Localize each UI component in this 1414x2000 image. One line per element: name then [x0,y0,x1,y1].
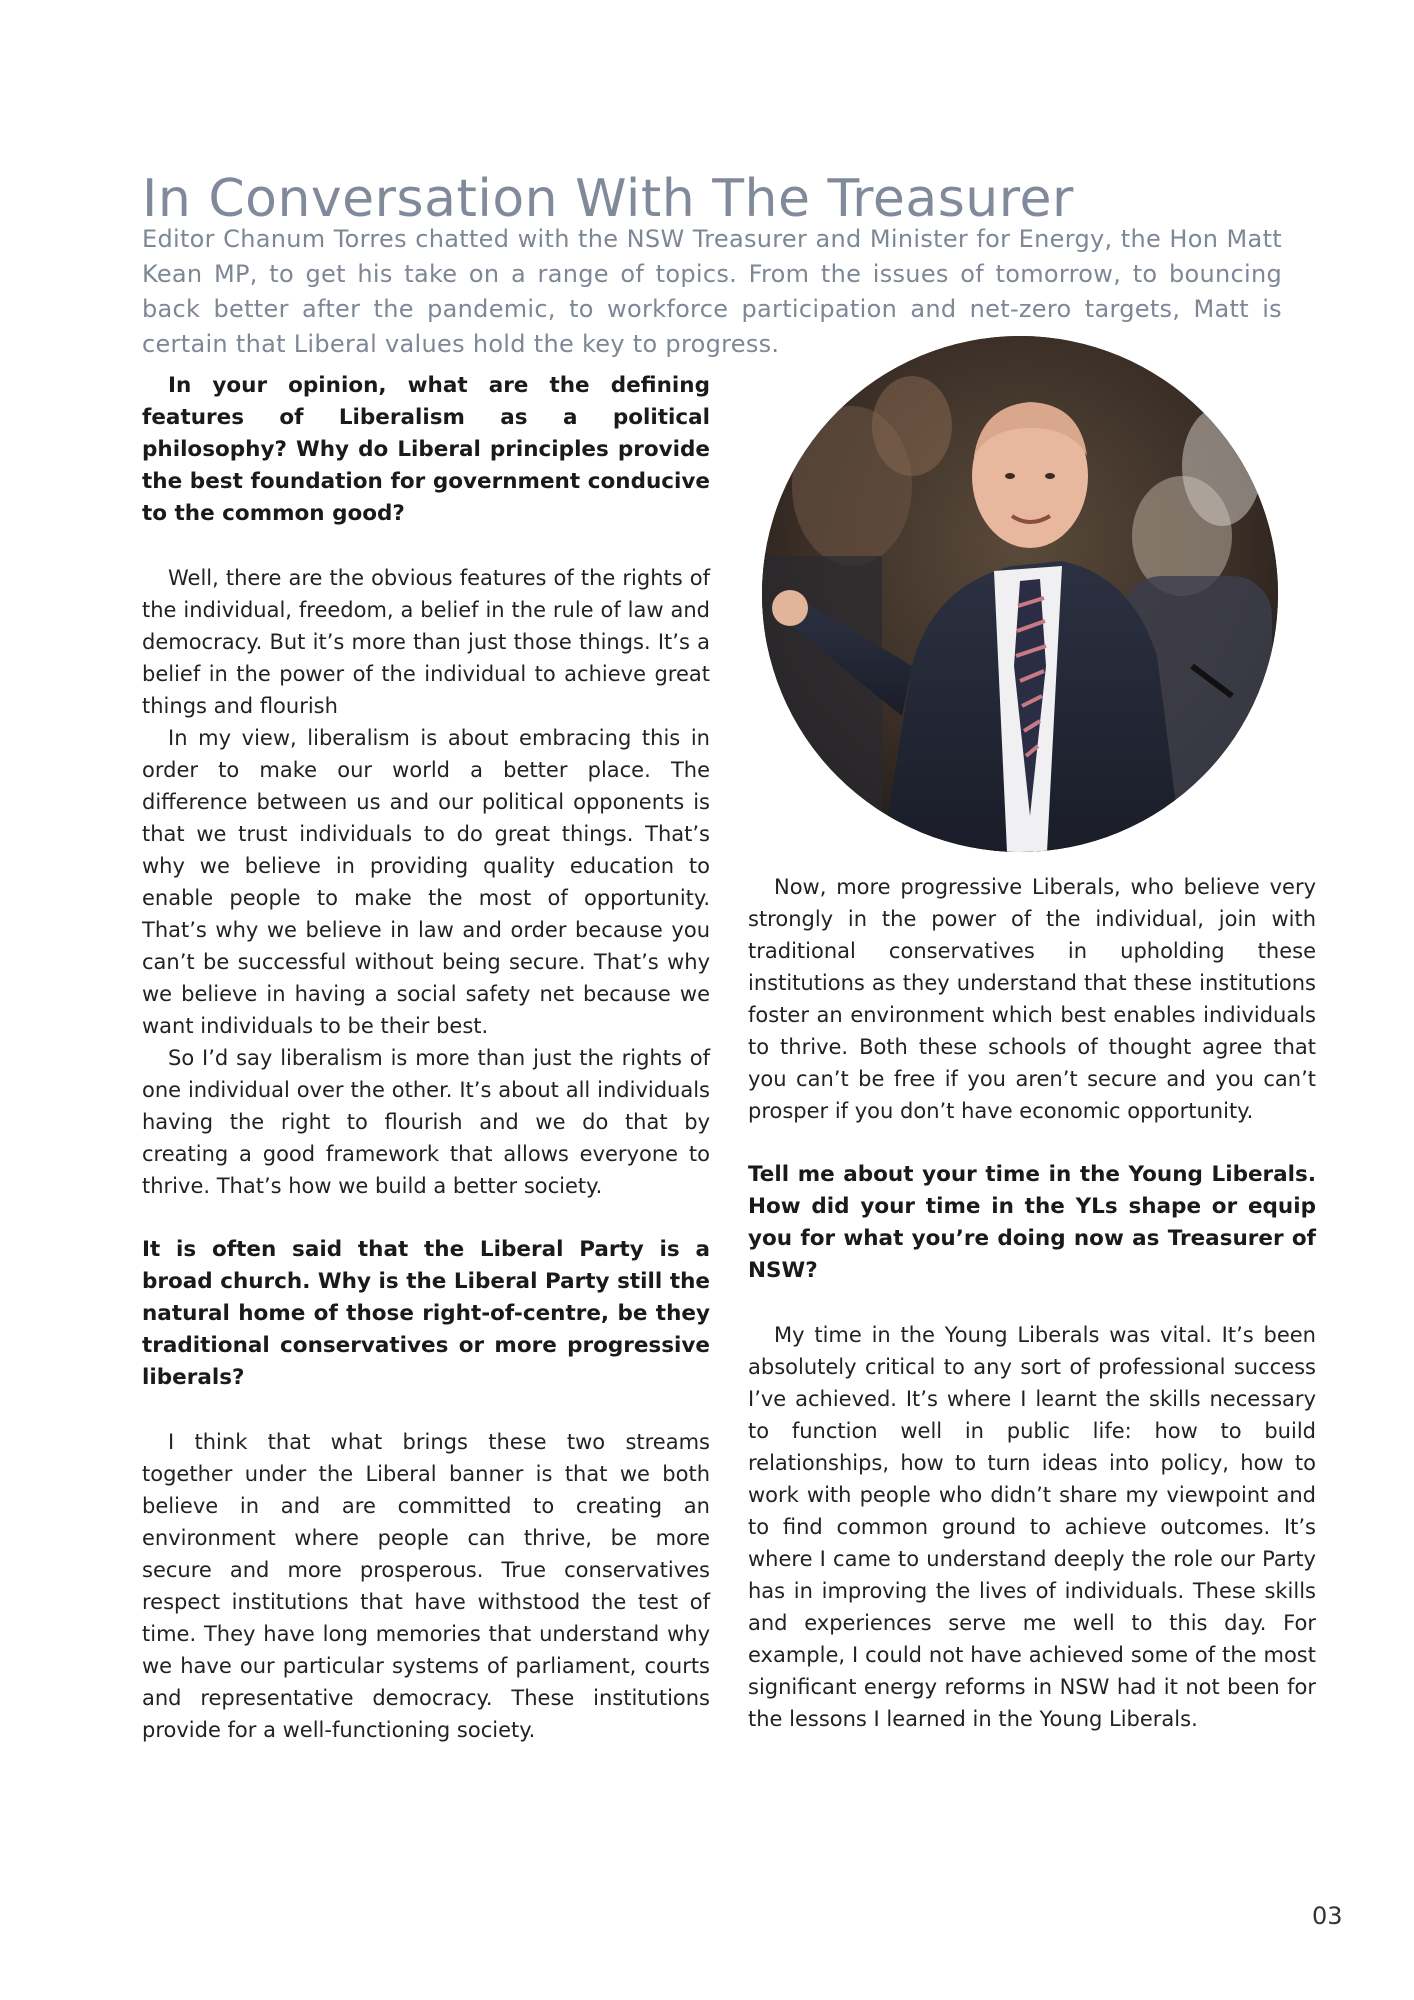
answer-3-paragraph-1: My time in the Young Liberals was vital. It’s been absolutely critical to any sort of professional success I’ve achieved. It’s where I learnt the skills necessary to function well in public life: how to build relationships, how to turn ideas into policy, how to work with people who didn’t share my viewpoint and to find common ground to achieve outcomes. It’s where I came to understand deeply the role our Party has in improving the lives of individuals. These skills and experiences serve me well to this day. For example, I could not have achieved some of the most significant energy reforms in NSW had it not been for the lessons I learned in the Young Liberals. [748,1323,1316,1731]
treasurer-portrait-photo [762,336,1278,852]
question-3: Tell me about your time in the Young Liberals. How did your time in the YLs shape or equip you for what you’re doing now as Treasurer of NSW? [748,1162,1316,1283]
article-title: In Conversation With The Treasurer [142,168,1074,229]
answer-1-paragraph-2: In my view, liberalism is about embracing this in order to make our world a better place. The difference between us and our political opponents is that we trust individuals to do great things. That’s why we believe in providing quality education to enable people to make the most of opportunity. That’s why we believe in law and order because you can’t be successful without being secure. That’s why we believe in having a social safety net because we want individuals to be their best. [142,726,710,1038]
answer-2-paragraph-1: I think that what brings these two streams together under the Liberal banner is that we both believe in and are committed to creating an environment where people can thrive, be more secure and more prosperous. True conservatives respect institutions that have withstood the test of time. They have long memories that understand why we have our particular systems of parliament, courts and representative democracy. These institutions provide for a well-functioning society. [142,1430,710,1742]
answer-2-paragraph-2: Now, more progressive Liberals, who believe very strongly in the power of the individual, join with traditional conservatives in upholding these institutions as they understand that these institutions foster an environment which best enables individuals to thrive. Both these schools of thought agree that you can’t be free if you aren’t secure and you can’t prosper if you don’t have economic opportunity. [748,875,1316,1123]
left-column [142,370,710,1746]
page-number: 03 [1312,1902,1343,1930]
portrait-illustration [762,336,1278,852]
right-column [748,871,1316,1735]
answer-1-paragraph-1: Well, there are the obvious features of the rights of the individual, freedom, a belief in the rule of law and democracy. But it’s more than just those things. It’s a belief in the power of the individual to achieve great things and flourish [142,566,710,718]
question-2: It is often said that the Liberal Party is a broad church. Why is the Liberal Party still the natural home of those right-of-centre, be they traditional conservatives or more progressive liberals? [142,1237,710,1390]
answer-1-paragraph-3: So I’d say liberalism is more than just the rights of one individual over the other. It’s about all individuals having the right to flourish and we do that by creating a good framework that allows everyone to thrive. That’s how we build a better society. [142,1046,710,1198]
article-intro: Editor Chanum Torres chatted with the NSW Treasurer and Minister for Energy, the Hon Matt Kean MP, to get his take on a range of topics. From the issues of tomorrow, to bouncing back better after the pandemic, to workforce participation and net-zero targets, Matt is certain that Liberal values hold the key to progress. [142,225,1282,358]
question-1: In your opinion, what are the defining features of Liberalism as a political philosophy? Why do Liberal principles provide the best foundation for government conducive to the common good? [142,373,710,526]
